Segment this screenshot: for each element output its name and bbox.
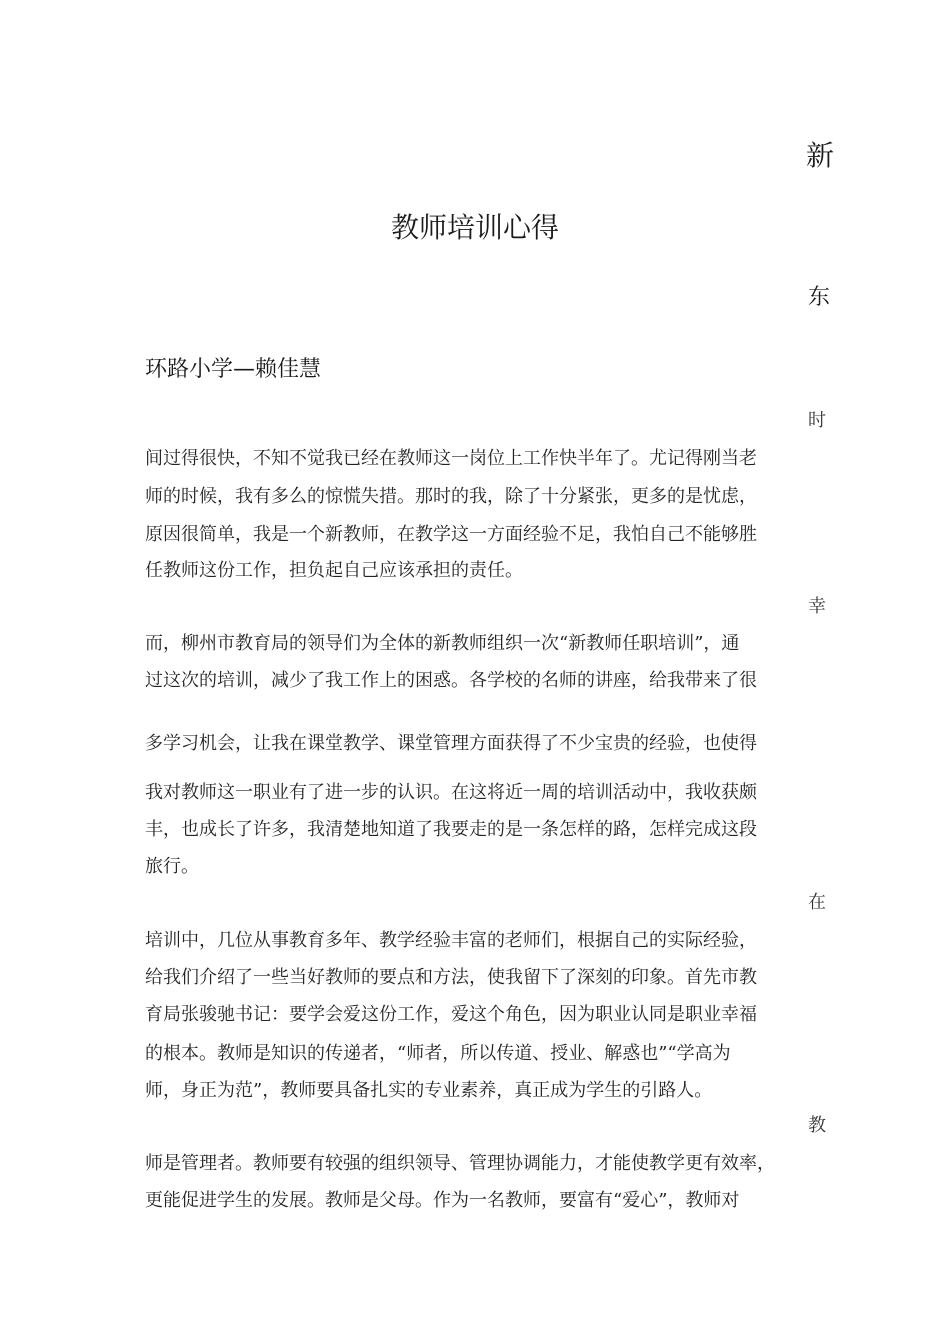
paragraph-2-line: 丰，也成长了许多，我清楚地知道了我要走的是一条怎样的路，怎样完成这段 <box>145 819 757 840</box>
paragraph-2-line: 我对教师这一职业有了进一步的认识。在这将近一周的培训活动中，我收获颇 <box>145 782 757 803</box>
paragraph-3-lead-char: 在 <box>808 892 826 913</box>
paragraph-2-line: 而，柳州市教育局的领导们为全体的新教师组织一次“新教师任职培训”，通 <box>145 633 740 654</box>
paragraph-4-line: 师是管理者。教师要有较强的组织领导、管理协调能力，才能使教学更有效率， <box>145 1153 775 1174</box>
paragraph-1-line: 间过得很快，不知不觉我已经在教师这一岗位上工作快半年了。尤记得刚当老 <box>145 448 757 469</box>
paragraph-1-line: 师的时候，我有多么的惊慌失措。那时的我，除了十分紧张，更多的是忧虑， <box>145 486 757 507</box>
paragraph-3-line: 师，身正为范”，教师要具备扎实的专业素养，真正成为学生的引路人。 <box>145 1080 713 1101</box>
paragraph-4-line: 更能促进学生的发展。教师是父母。作为一名教师，要富有“爱心”，教师对 <box>145 1190 740 1211</box>
heading-fragment-second: 东 <box>808 285 831 310</box>
paragraph-4-lead-char: 教 <box>808 1115 826 1136</box>
paragraph-1-line: 原因很简单，我是一个新教师，在教学这一方面经验不足，我怕自己不能够胜 <box>145 524 757 545</box>
author-line: 环路小学—赖佳慧 <box>145 357 322 382</box>
paragraph-2-line: 旅行。 <box>145 856 199 877</box>
paragraph-3-line: 育局张骏驰书记：要学会爱这份工作，爱这个角色，因为职业认同是职业幸福 <box>145 1004 757 1025</box>
paragraph-2-line: 多学习机会，让我在课堂教学、课堂管理方面获得了不少宝贵的经验，也使得 <box>145 733 757 754</box>
paragraph-1-line: 任教师这份工作，担负起自己应该承担的责任。 <box>145 560 523 581</box>
paragraph-3-line: 的根本。教师是知识的传递者，“师者，所以传道、授业、解惑也”“学高为 <box>145 1043 731 1064</box>
paragraph-3-line: 给我们介绍了一些当好教师的要点和方法，使我留下了深刻的印象。首先市教 <box>145 967 757 988</box>
heading-fragment-top: 新 <box>806 139 835 172</box>
paragraph-2-line: 过这次的培训，减少了我工作上的困惑。各学校的名师的讲座，给我带来了很 <box>145 670 757 691</box>
paragraph-1-lead-char: 时 <box>808 410 826 431</box>
paragraph-2-lead-char: 幸 <box>808 596 826 617</box>
document-title: 教师培训心得 <box>390 211 559 244</box>
paragraph-3-line: 培训中，几位从事教育多年、教学经验丰富的老师们，根据自己的实际经验， <box>145 930 757 951</box>
